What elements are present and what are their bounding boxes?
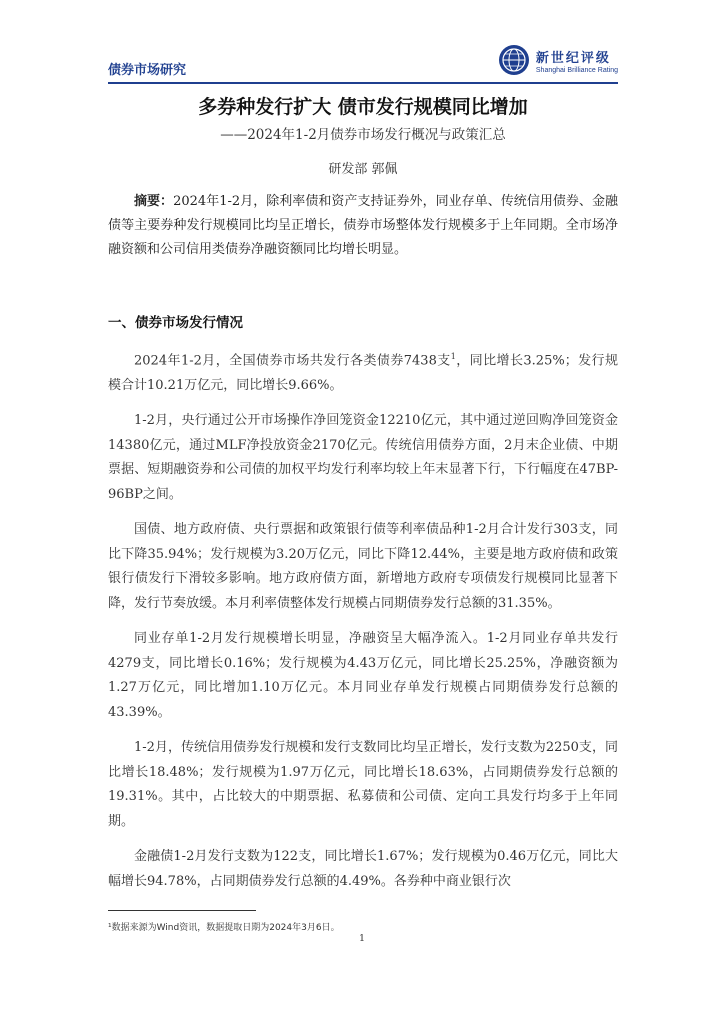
paragraph-overview-end: ，同比增长3.25%；发行规模合计10.21万亿元，同比增长9.66%。 [108,353,618,393]
footnote-ref: 1 [450,352,456,361]
paragraph-overview-start: 2024年1-2月，全国债券市场共发行各类债券7438支 [134,353,451,369]
abstract-text: 2024年1-2月，除利率债和资产支持证券外，同业存单、传统信用债券、金融债等主要券种发行规模同比均呈正增长，债券市场整体发行规模多于上年同期。全市场净融资额和公司信用类债券净融资额同比均增长明显。 [108,194,618,257]
paragraph-rate-bonds: 国债、地方政府债、央行票据和政策银行债等利率债品种1-2月合计发行303支，同比下降35.94%；发行规模为3.20万亿元，同比下降12.44%，主要是地方政府债和政策银行债发行下滑较多影响。地方政府债方面，新增地方政府专项债发行规模同比显著下降，发行节奏放缓。本月利率债整体发行规模占同期债券发行总额的31.35%。 [108,522,618,611]
paragraph-financial-bonds: 金融债1-2月发行支数为122支，同比增长1.67%；发行规模为0.46万亿元，同比大幅增长94.78%，占同期债券发行总额的4.49%。各券种中商业银行次 [108,849,618,889]
page-header [108,40,618,82]
document-subtitle: ——2024年1-2月债券市场发行概况与政策汇总 [220,127,506,143]
logo-english-name: Shanghai Brilliance Rating [535,66,618,74]
header-section-label: 债券市场研究 [108,63,187,78]
paragraph-interbank-cd: 同业存单1-2月发行规模增长明显，净融资呈大幅净流入。1-2月同业存单共发行4279支，同比增长0.16%；发行规模为4.43万亿元，同比增长25.25%，净融资额为1.27万亿元，同比增加1.10万亿元。本月同业存单发行规模占同期债券发行总额的43.39%。 [108,631,618,720]
page-number: 1 [358,933,366,944]
footnote-divider [108,910,256,911]
brand-logo [498,40,618,80]
paragraph-monetary: 1-2月，央行通过公开市场操作净回笼资金12210亿元，其中通过逆回购净回笼资金14380亿元，通过MLF净投放资金2170亿元。传统信用债券方面，2月末企业债、中期票据、短期融资券和公司债的加权平均发行利率均较上年末显著下行，下行幅度在47BP-96BP之间。 [108,413,618,502]
footnote: ¹数据来源为Wind资讯，数据提取日期为2024年3月6日。 [108,923,340,933]
paragraph-credit-bonds: 1-2月，传统信用债券发行规模和发行支数同比均呈正增长，发行支数为2250支，同比增长18.48%；发行规模为1.97万亿元，同比增长18.63%，占同期债券发行总额的19.31%。其中，占比较大的中期票据、私募债和公司债、定向工具发行均多于上年同期。 [108,740,618,829]
globe-logo-icon [498,44,530,76]
header-divider [108,82,618,84]
document-body [108,90,618,894]
abstract [108,190,618,262]
abstract-label: 摘要： [134,194,174,209]
logo-chinese-name: 新世纪评级 [535,50,611,66]
document-title: 多券种发行扩大 债市发行规模同比增加 [198,96,528,118]
author-line: 研发部 郭佩 [328,162,398,177]
section-heading: 一、债券市场发行情况 [108,315,243,331]
paragraph-overview [108,345,618,398]
